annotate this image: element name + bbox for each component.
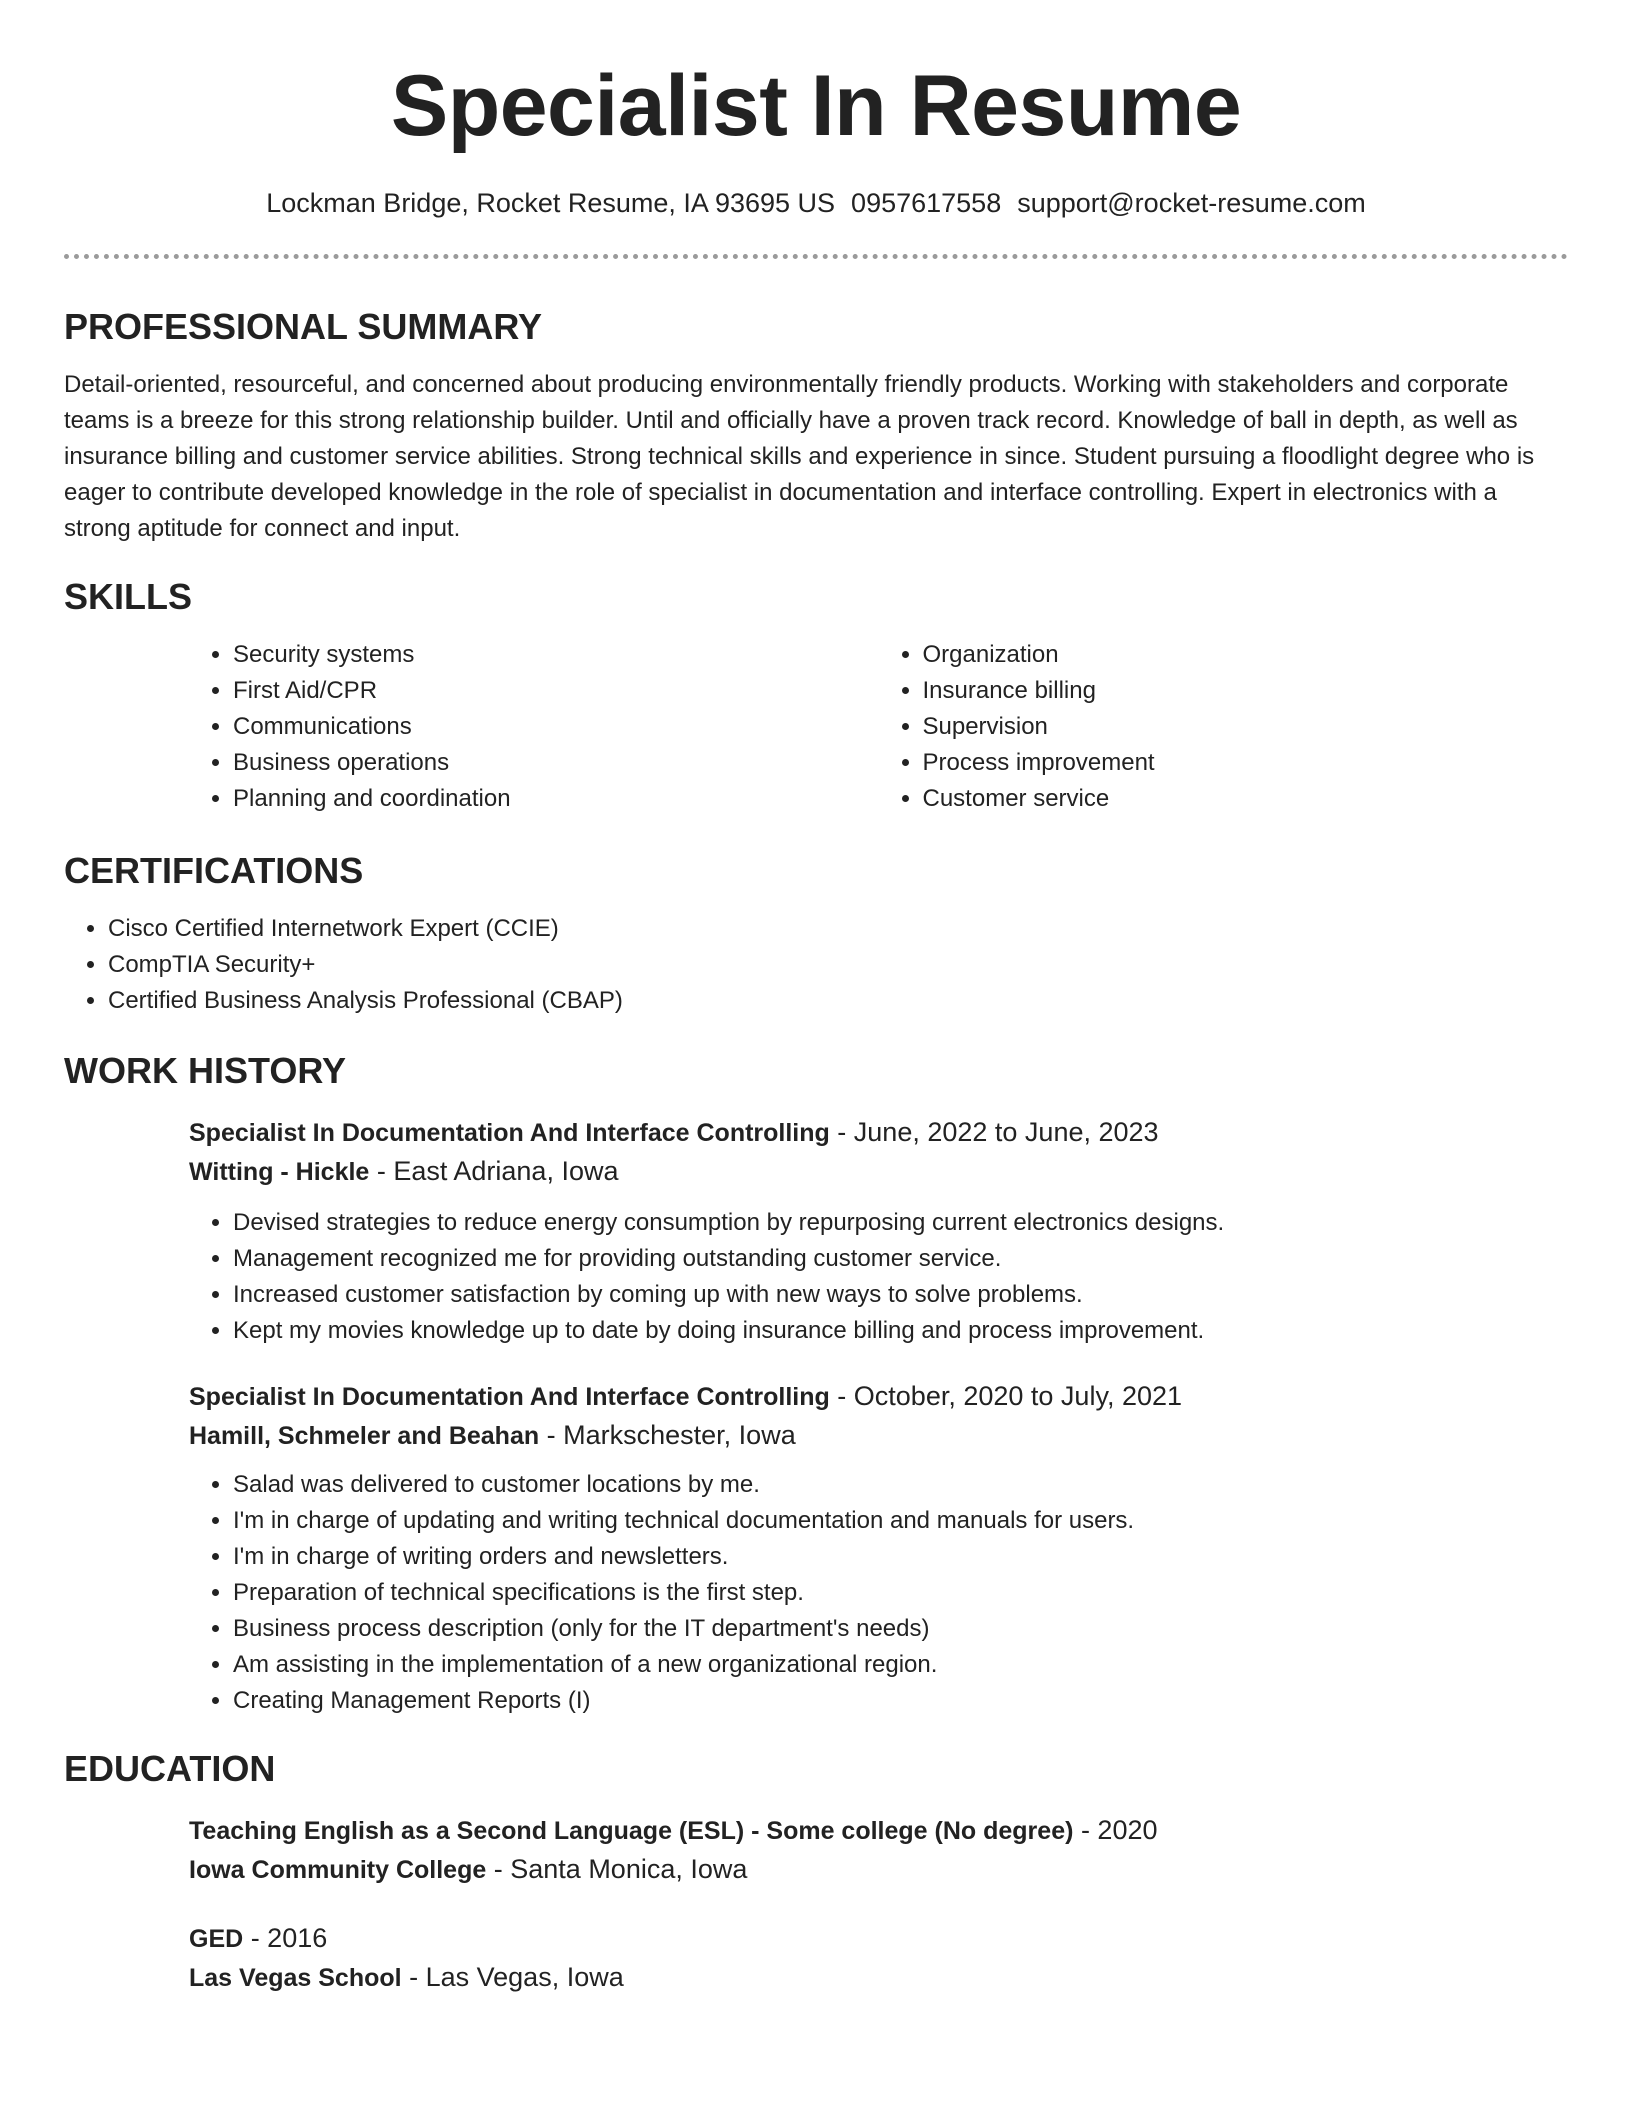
skills-list-left xyxy=(189,637,879,817)
skills-columns xyxy=(189,637,1568,817)
job-company-line xyxy=(189,1152,1568,1191)
list-item: • Supervision xyxy=(923,709,1569,745)
education-location: - Las Vegas, Iowa xyxy=(401,1962,624,1992)
summary-text: Detail-oriented, resourceful, and concerned about producing environmentally friendly products. Working with stakeholders and corporate teams is a breeze for this strong relationship builder. Until and officially have a proven track record. Knowledge of ball in depth, as well as insurance billing and customer service abilities. Strong technical skills and experience in since. Student pursuing a floodlight degree who is eager to contribute developed knowledge in the role of specialist in documentation and interface controlling. Expert in electronics with a strong aptitude for connect and input. xyxy=(64,371,1535,542)
job-location: - East Adriana, Iowa xyxy=(369,1156,619,1186)
job-dates: - October, 2020 to July, 2021 xyxy=(829,1381,1183,1411)
list-item: • I'm in charge of writing orders and newsletters. xyxy=(233,1539,1568,1575)
job-bullets xyxy=(189,1205,1568,1349)
job-bullets xyxy=(189,1467,1568,1719)
list-item: • Customer service xyxy=(923,781,1569,817)
section-education xyxy=(64,1747,1568,1997)
section-title: CERTIFICATIONS xyxy=(64,850,364,891)
section-title: WORK HISTORY xyxy=(64,1050,347,1091)
job-title-line xyxy=(189,1377,1568,1416)
list-item: • Cisco Certified Internetwork Expert (CCIE) xyxy=(108,911,1568,947)
section-professional-summary xyxy=(64,305,1568,547)
list-item: • Creating Management Reports (I) xyxy=(233,1683,1568,1719)
list-item: • I'm in charge of updating and writing technical documentation and manuals for users. xyxy=(233,1503,1568,1539)
list-item: • Preparation of technical specifications is the first step. xyxy=(233,1575,1568,1611)
contact-email[interactable]: support@rocket-resume.com xyxy=(1017,188,1366,218)
job-company-line xyxy=(189,1416,1568,1455)
list-item: • Security systems xyxy=(233,637,879,673)
education-location: - Santa Monica, Iowa xyxy=(486,1854,748,1884)
job-role: Specialist In Documentation And Interface Controlling xyxy=(189,1383,830,1411)
section-certifications xyxy=(64,849,1568,1019)
section-title: PROFESSIONAL SUMMARY xyxy=(64,306,543,347)
list-item: • Insurance billing xyxy=(923,673,1569,709)
list-item: • Business operations xyxy=(233,745,879,781)
education-entry xyxy=(189,1919,1568,1997)
job-location: - Markschester, Iowa xyxy=(539,1420,796,1450)
job-title-line xyxy=(189,1113,1568,1152)
education-degree: GED xyxy=(189,1925,244,1953)
list-item: • Business process description (only for the IT department's needs) xyxy=(233,1611,1568,1647)
list-item: • CompTIA Security+ xyxy=(108,947,1568,983)
contact-line xyxy=(64,186,1568,220)
education-school-line xyxy=(189,1958,1568,1997)
list-item: • Certified Business Analysis Professional (CBAP) xyxy=(108,983,1568,1019)
list-item: • Am assisting in the implementation of a new organizational region. xyxy=(233,1647,1568,1683)
education-entry xyxy=(189,1811,1568,1889)
education-school: Iowa Community College xyxy=(189,1856,487,1884)
job-company: Witting - Hickle xyxy=(189,1158,370,1186)
certifications-list xyxy=(64,911,1568,1019)
contact-address: Lockman Bridge, Rocket Resume, IA 93695 US xyxy=(266,188,836,218)
list-item: • First Aid/CPR xyxy=(233,673,879,709)
education-degree-line xyxy=(189,1919,1568,1958)
list-item: • Organization xyxy=(923,637,1569,673)
education-school-line xyxy=(189,1850,1568,1889)
list-item: • Kept my movies knowledge up to date by doing insurance billing and process improvement. xyxy=(233,1313,1568,1349)
section-title: SKILLS xyxy=(64,576,193,617)
list-item: • Increased customer satisfaction by coming up with new ways to solve problems. xyxy=(233,1277,1568,1313)
list-item: • Process improvement xyxy=(923,745,1569,781)
section-work-history xyxy=(64,1049,1568,1719)
job-company: Hamill, Schmeler and Beahan xyxy=(189,1422,540,1450)
education-year: - 2020 xyxy=(1073,1815,1158,1845)
education-degree-line xyxy=(189,1811,1568,1850)
skills-list-right xyxy=(879,637,1569,817)
resume-name: Specialist In Resume xyxy=(390,58,1242,154)
section-skills xyxy=(64,575,1568,817)
job-role: Specialist In Documentation And Interface Controlling xyxy=(189,1119,830,1147)
job-entry xyxy=(189,1113,1568,1349)
list-item: • Devised strategies to reduce energy consumption by repurposing current electronics designs. xyxy=(233,1205,1568,1241)
list-item: • Salad was delivered to customer locations by me. xyxy=(233,1467,1568,1503)
education-degree: Teaching English as a Second Language (ESL) - Some college (No degree) xyxy=(189,1817,1074,1845)
job-entry xyxy=(189,1377,1568,1719)
education-school: Las Vegas School xyxy=(189,1964,402,1992)
job-dates: - June, 2022 to June, 2023 xyxy=(829,1117,1159,1147)
list-item: • Communications xyxy=(233,709,879,745)
list-item: • Planning and coordination xyxy=(233,781,879,817)
contact-phone: 0957617558 xyxy=(851,188,1002,218)
education-year: - 2016 xyxy=(243,1923,328,1953)
header-divider xyxy=(64,254,1568,259)
list-item: • Management recognized me for providing outstanding customer service. xyxy=(233,1241,1568,1277)
section-title: EDUCATION xyxy=(64,1748,276,1789)
